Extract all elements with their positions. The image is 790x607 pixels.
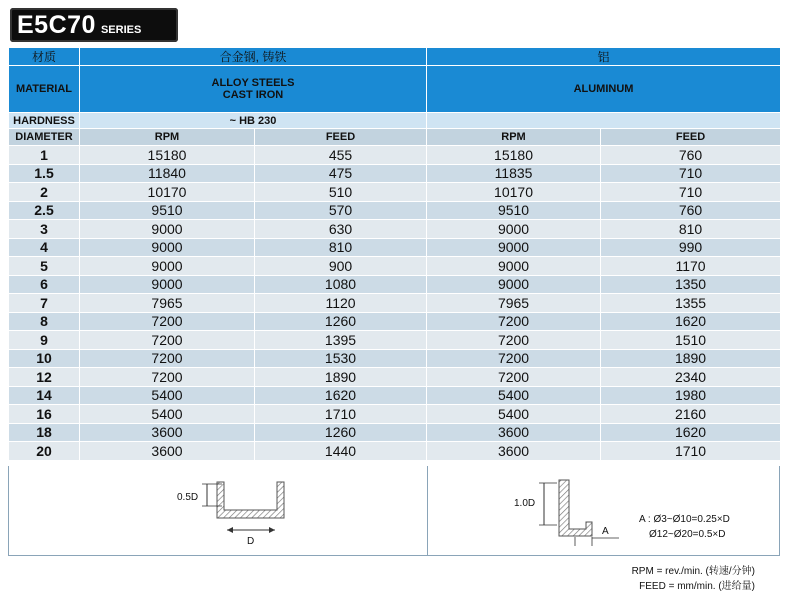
steel-feed-cell: 900 bbox=[255, 257, 427, 276]
steel-feed-cell: 1260 bbox=[255, 423, 427, 442]
steel-feed-cell: 1440 bbox=[255, 442, 427, 461]
diameter-cell: 1 bbox=[9, 146, 80, 165]
slot-profile bbox=[217, 482, 284, 518]
table-row bbox=[9, 201, 781, 220]
table-row bbox=[9, 146, 781, 165]
aluminum-rpm-cell: 7200 bbox=[427, 349, 601, 368]
aluminum-rpm-cell: 9000 bbox=[427, 220, 601, 239]
slot-width-arrow-right bbox=[269, 527, 275, 533]
steel-en-line2: CAST IRON bbox=[222, 89, 284, 101]
steel-feed-cell: 630 bbox=[255, 220, 427, 239]
table-row bbox=[9, 238, 781, 257]
aluminum-feed-cell: 2340 bbox=[601, 368, 781, 387]
steel-feed-cell: 1890 bbox=[255, 368, 427, 387]
steel-rpm-cell: 5400 bbox=[80, 386, 255, 405]
diameter-cell: 7 bbox=[9, 294, 80, 313]
aluminum-rpm-cell: 10170 bbox=[427, 183, 601, 202]
note-line2: Ø12~Ø20=0.5×D bbox=[649, 529, 726, 540]
table-row bbox=[9, 183, 781, 202]
rpm-note: RPM = rev./min. (转速/分钟) bbox=[631, 566, 755, 577]
steel-rpm-cell: 15180 bbox=[80, 146, 255, 165]
steel-feed-cell: 570 bbox=[255, 201, 427, 220]
table-row bbox=[9, 220, 781, 239]
diameter-cell: 14 bbox=[9, 386, 80, 405]
steel-rpm-cell: 10170 bbox=[80, 183, 255, 202]
steel-feed-cell: 1395 bbox=[255, 331, 427, 350]
diameter-cell: 2.5 bbox=[9, 201, 80, 220]
diameter-cell: 9 bbox=[9, 331, 80, 350]
aluminum-cn-cell: 铝 bbox=[427, 48, 781, 66]
hardness-aluminum bbox=[427, 113, 781, 129]
aluminum-feed-cell: 710 bbox=[601, 183, 781, 202]
table-row bbox=[9, 442, 781, 461]
aluminum-rpm-header: RPM bbox=[427, 129, 601, 146]
aluminum-feed-cell: 1510 bbox=[601, 331, 781, 350]
diameter-cell: 12 bbox=[9, 368, 80, 387]
table-row bbox=[9, 349, 781, 368]
aluminum-rpm-cell: 5400 bbox=[427, 386, 601, 405]
aluminum-feed-cell: 1350 bbox=[601, 275, 781, 294]
steel-feed-cell: 810 bbox=[255, 238, 427, 257]
steel-feed-cell: 455 bbox=[255, 146, 427, 165]
aluminum-feed-cell: 710 bbox=[601, 164, 781, 183]
hardness-steel: ~ HB 230 bbox=[80, 113, 427, 129]
steel-rpm-cell: 3600 bbox=[80, 423, 255, 442]
aluminum-feed-cell: 1620 bbox=[601, 423, 781, 442]
table-row bbox=[9, 423, 781, 442]
steel-feed-cell: 1260 bbox=[255, 312, 427, 331]
diameter-cell: 4 bbox=[9, 238, 80, 257]
steel-feed-cell: 1120 bbox=[255, 294, 427, 313]
model-title: E5C70 bbox=[17, 11, 96, 39]
aluminum-rpm-cell: 7200 bbox=[427, 331, 601, 350]
table-row bbox=[9, 386, 781, 405]
steel-rpm-cell: 9000 bbox=[80, 238, 255, 257]
table-row bbox=[9, 312, 781, 331]
steel-feed-cell: 1620 bbox=[255, 386, 427, 405]
steel-rpm-cell: 9000 bbox=[80, 220, 255, 239]
diameter-cell: 5 bbox=[9, 257, 80, 276]
data-rows bbox=[9, 146, 781, 461]
steel-rpm-cell: 7200 bbox=[80, 312, 255, 331]
aluminum-rpm-cell: 7965 bbox=[427, 294, 601, 313]
table-row bbox=[9, 405, 781, 424]
diameter-cell: 6 bbox=[9, 275, 80, 294]
aluminum-feed-cell: 1980 bbox=[601, 386, 781, 405]
cutting-data-table bbox=[8, 47, 781, 461]
aluminum-feed-cell: 990 bbox=[601, 238, 781, 257]
diameter-cell: 1.5 bbox=[9, 164, 80, 183]
steel-feed-cell: 1710 bbox=[255, 405, 427, 424]
steel-rpm-cell: 7200 bbox=[80, 368, 255, 387]
steel-feed-header: FEED bbox=[255, 129, 427, 146]
steel-en-cell bbox=[80, 66, 427, 113]
aluminum-rpm-cell: 3600 bbox=[427, 423, 601, 442]
diameter-cell: 2 bbox=[9, 183, 80, 202]
diameter-cell: 8 bbox=[9, 312, 80, 331]
steel-rpm-cell: 7965 bbox=[80, 294, 255, 313]
steel-rpm-cell: 9510 bbox=[80, 201, 255, 220]
steel-rpm-cell: 9000 bbox=[80, 275, 255, 294]
series-label: SERIES bbox=[100, 24, 142, 36]
steel-rpm-cell: 3600 bbox=[80, 442, 255, 461]
aluminum-feed-header: FEED bbox=[601, 129, 781, 146]
steel-rpm-cell: 7200 bbox=[80, 331, 255, 350]
steel-rpm-cell: 7200 bbox=[80, 349, 255, 368]
table-row bbox=[9, 331, 781, 350]
diameter-cell: 16 bbox=[9, 405, 80, 424]
steel-feed-cell: 1080 bbox=[255, 275, 427, 294]
slot-width-label: D bbox=[247, 536, 255, 547]
aluminum-feed-cell: 760 bbox=[601, 146, 781, 165]
table-row bbox=[9, 275, 781, 294]
feed-note: FEED = mm/min. (进给量) bbox=[639, 581, 755, 592]
steel-feed-cell: 1530 bbox=[255, 349, 427, 368]
table-row bbox=[9, 368, 781, 387]
diameter-cell: 18 bbox=[9, 423, 80, 442]
aluminum-feed-cell: 810 bbox=[601, 220, 781, 239]
side-depth-label: 1.0D bbox=[514, 498, 536, 509]
steel-rpm-header: RPM bbox=[80, 129, 255, 146]
diagram-area bbox=[8, 466, 780, 556]
aluminum-rpm-cell: 7200 bbox=[427, 368, 601, 387]
diameter-cell: 20 bbox=[9, 442, 80, 461]
diameter-cell: 10 bbox=[9, 349, 80, 368]
steel-rpm-cell: 5400 bbox=[80, 405, 255, 424]
aluminum-rpm-cell: 5400 bbox=[427, 405, 601, 424]
aluminum-feed-cell: 760 bbox=[601, 201, 781, 220]
material-en-cell: MATERIAL bbox=[9, 66, 80, 113]
aluminum-rpm-cell: 9000 bbox=[427, 257, 601, 276]
table-row bbox=[9, 164, 781, 183]
aluminum-rpm-cell: 7200 bbox=[427, 312, 601, 331]
steel-cn-cell: 合金钢, 铸铁 bbox=[80, 48, 427, 66]
steel-rpm-cell: 11840 bbox=[80, 164, 255, 183]
table-row bbox=[9, 257, 781, 276]
side-profile bbox=[559, 480, 592, 536]
steel-rpm-cell: 9000 bbox=[80, 257, 255, 276]
slot-width-arrow-left bbox=[227, 527, 233, 533]
diameter-cell: 3 bbox=[9, 220, 80, 239]
aluminum-en-cell: ALUMINUM bbox=[427, 66, 781, 113]
aluminum-rpm-cell: 9000 bbox=[427, 275, 601, 294]
steel-feed-cell: 475 bbox=[255, 164, 427, 183]
steel-en-line1: ALLOY STEELS bbox=[211, 77, 295, 89]
aluminum-rpm-cell: 3600 bbox=[427, 442, 601, 461]
aluminum-feed-cell: 2160 bbox=[601, 405, 781, 424]
aluminum-rpm-cell: 11835 bbox=[427, 164, 601, 183]
side-width-label: A bbox=[602, 526, 609, 537]
note-line1: A : Ø3~Ø10=0.25×D bbox=[639, 514, 730, 525]
aluminum-feed-cell: 1620 bbox=[601, 312, 781, 331]
slot-depth-label: 0.5D bbox=[177, 492, 199, 503]
machining-diagrams bbox=[9, 466, 781, 556]
aluminum-feed-cell: 1170 bbox=[601, 257, 781, 276]
aluminum-rpm-cell: 9510 bbox=[427, 201, 601, 220]
aluminum-feed-cell: 1890 bbox=[601, 349, 781, 368]
aluminum-feed-cell: 1710 bbox=[601, 442, 781, 461]
steel-feed-cell: 510 bbox=[255, 183, 427, 202]
table-row bbox=[9, 294, 781, 313]
aluminum-rpm-cell: 15180 bbox=[427, 146, 601, 165]
diameter-header: DIAMETER bbox=[9, 129, 80, 146]
series-badge bbox=[10, 8, 178, 42]
aluminum-rpm-cell: 9000 bbox=[427, 238, 601, 257]
hardness-label: HARDNESS bbox=[9, 113, 80, 129]
slot-diagram bbox=[202, 482, 284, 533]
material-cn-cell: 材质 bbox=[9, 48, 80, 66]
aluminum-feed-cell: 1355 bbox=[601, 294, 781, 313]
